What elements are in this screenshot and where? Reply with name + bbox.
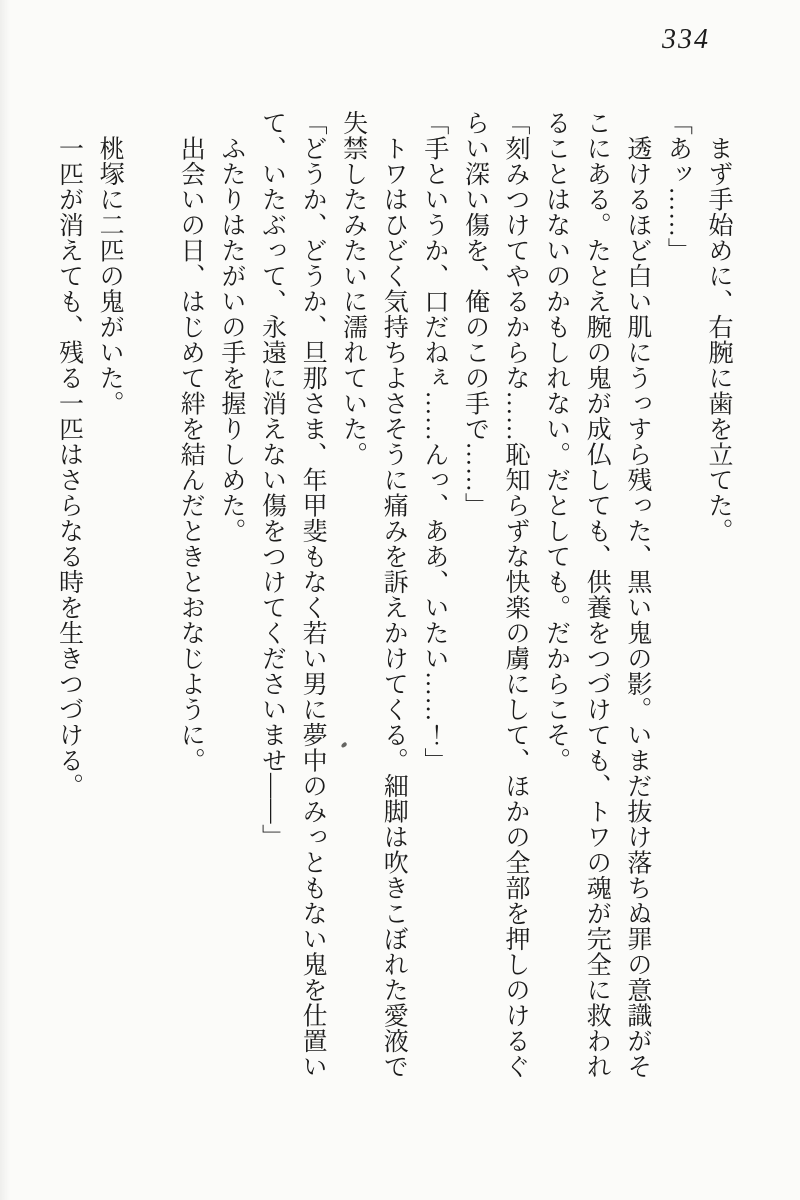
text-column-12: て、いたぶって、永遠に消えない傷をつけてくださいませ――」: [258, 110, 286, 850]
text-column-6: 「刻みつけてやるからな……恥知らずな快楽の虜にして、ほかの全部を押しのけるぐ: [502, 110, 530, 1079]
text-column-10: 失禁したみたいに濡れていた。: [339, 110, 367, 467]
text-column-3: 透けるほど白い肌にうっすら残った、黒い鬼の影。いまだ抜け落ちぬ罪の意識がそ: [623, 110, 651, 1079]
vertical-text-block: [48, 110, 738, 1079]
text-column-2: 「あッ……」: [664, 110, 692, 263]
text-column-7: らい深い傷を、俺のこの手で……」: [461, 110, 489, 518]
text-column-17: 一匹が消えても、残る一匹はさらなる時を生きつづける。: [55, 110, 83, 799]
scan-edge-shadow: [0, 0, 10, 1200]
text-column-11: 「どうか、どうか、旦那さま、年甲斐もなく若い男に夢中のみっともない鬼を仕置い: [299, 110, 327, 1079]
text-column-16: 桃塚に二匹の鬼がいた。: [96, 110, 124, 416]
page-number: 334: [662, 24, 710, 55]
text-column-4: こにある。たとえ腕の鬼が成仏しても、供養をつづけても、トワの魂が完全に救われ: [583, 110, 611, 1079]
text-column-15: [129, 110, 170, 1072]
text-column-8: 「手というか、口だねぇ……んっ、ああ、いたい……！」: [420, 110, 448, 773]
text-column-5: ることはないのかもしれない。だとしても。だからこそ。: [542, 110, 570, 773]
text-column-14: 出会いの日、はじめて絆を結んだときとおなじように。: [177, 110, 205, 773]
text-column-13: ふたりはたがいの手を握りしめた。: [217, 110, 245, 544]
text-column-9: トワはひどく気持ちよさそうに痛みを訴えかけてくる。細脚は吹きこぼれた愛液で: [380, 110, 408, 1079]
text-column-1: まず手始めに、右腕に歯を立てた。: [705, 110, 732, 544]
